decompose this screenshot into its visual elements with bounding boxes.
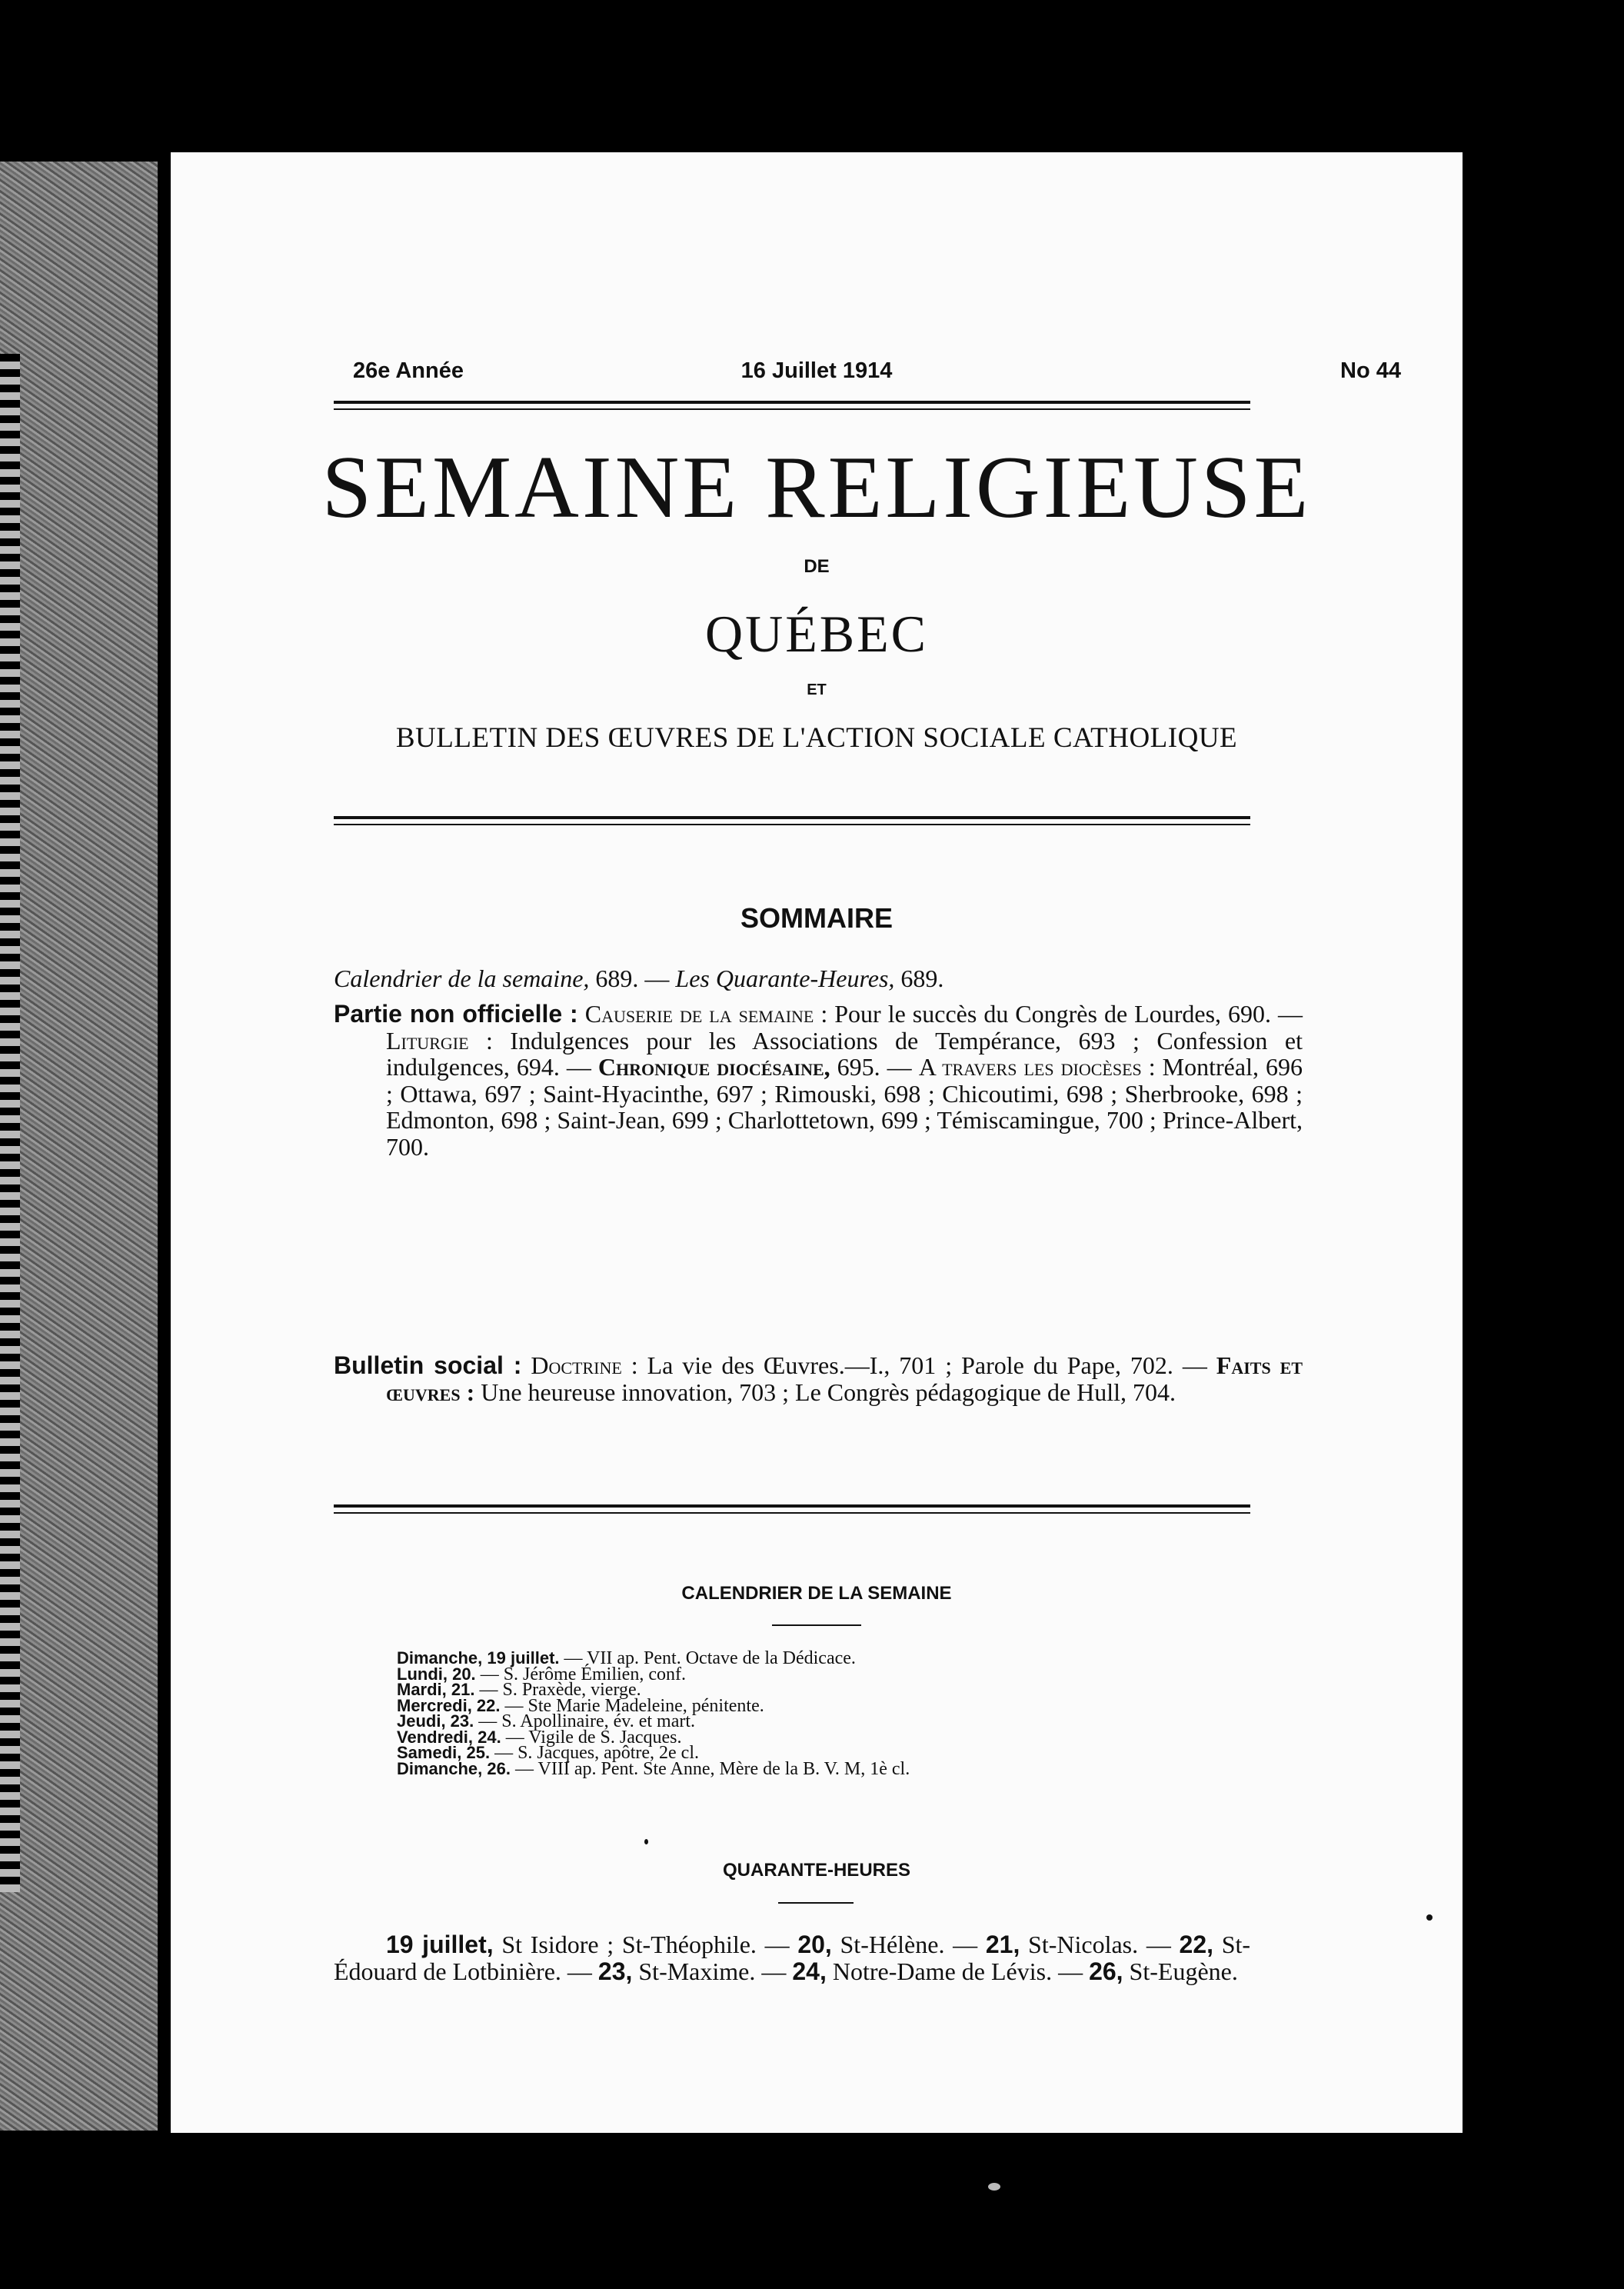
sommaire-bulletin-social [334,1352,1303,1405]
calendrier-heading-rule [772,1624,861,1626]
calendrier-entry: — Ste Marie Madeleine, pénitente. [500,1695,764,1716]
ink-speck [644,1839,648,1844]
header-numero: No 44 [1340,358,1401,383]
qh-date: 23, [597,1957,633,1985]
header-rule-top [334,401,1250,404]
binding-strip [0,162,158,2131]
masthead-bulletin: BULLETIN DES ŒUVRES DE L'ACTION SOCIALE CATHOLIQUE [395,722,1238,754]
masthead-city: QUÉBEC [705,605,928,663]
faits-text: Une heureuse innovation, 703 ; Le Congrès pédagogique de Hull, 704. [474,1378,1176,1406]
sommaire-rule-bottom [334,1512,1250,1514]
qh-text: St-Eugène. [1123,1957,1238,1985]
calendrier-page: 689. — [589,965,676,992]
calendrier-entry: — VIII ap. Pent. Ste Anne, Mère de la B. V. M, 1è cl. [510,1758,910,1779]
quarante-heures-heading-rule [778,1902,854,1904]
calendrier-entry: — Vigile de S. Jacques. [501,1727,682,1748]
liturgie-text: Indulgences pour les Associations de Tempérance, 693 ; Confession et indulgences, 694. — [386,1026,1303,1081]
calendrier-entry: — S. Praxède, vierge. [474,1680,641,1700]
doctrine-label: Doctrine : [531,1351,638,1379]
sommaire-calendrier-line [334,965,1250,992]
travers-text: Montréal, 696 ; Ottawa, 697 ; Saint-Hyacinthe, 697 ; Rimouski, 698 ; Chicoutimi, 698 ; Sherbrooke, 698 ; Edmonton, 698 ; Saint-Jean, 699 ; Charlottetown, 699 ; Témiscamingue, 700 ; Prince-Albert, 700. [386,1053,1303,1161]
calendrier-row [397,1758,910,1779]
calendrier-list [397,1648,910,1779]
calendrier-link-label: Calendrier de la semaine, [334,965,590,992]
masthead-title: SEMAINE RELIGIEUSE [321,438,1312,537]
qh-text: St-Hélène. — [831,1931,986,1958]
qh-date: 26, [1089,1957,1123,1985]
faits-label: Faits et œuvres : [386,1351,1303,1406]
masthead-de: DE [804,556,830,577]
calendrier-entry: — S. Jérôme Émilien, conf. [475,1664,686,1684]
liturgie-label: Liturgie : [386,1026,493,1055]
header-annee: 26e Année [353,358,464,383]
calendrier-day: Mercredi, 22. [397,1695,501,1715]
partie-label: Partie non officielle : [334,1000,578,1028]
qh-date: 24, [792,1957,827,1985]
header-rule-bottom [334,408,1250,410]
header-date: 16 Juillet 1914 [740,358,893,383]
masthead-et: ET [807,681,827,698]
calendrier-entry: — S. Apollinaire, év. et mart. [474,1711,695,1731]
quarante-heures-paragraph [334,1931,1250,1984]
sommaire-heading: SOMMAIRE [740,902,893,934]
qh-text: St-Édouard de Lotbinière. — [334,1931,1251,1985]
calendrier-day: Lundi, 20. [397,1664,476,1684]
calendrier-day: Vendredi, 24. [397,1727,501,1747]
qh-text: St-Maxime. — [632,1957,793,1985]
quarante-link-label: Les Quarante-Heures, [675,965,895,992]
calendrier-day: Mardi, 21. [397,1680,475,1699]
qh-text: St-Nicolas. — [1020,1931,1180,1958]
film-speck [988,2183,1000,2191]
causerie-label: Causerie de la semaine : [584,1000,828,1028]
calendrier-entry: — S. Jacques, apôtre, 2e cl. [490,1743,699,1763]
qh-date: 20, [797,1931,832,1958]
bulletin-label: Bulletin social : [334,1351,522,1379]
chronique-label: Chronique diocésaine, [597,1053,830,1081]
sommaire-rule-top [334,1504,1250,1508]
calendrier-day: Samedi, 25. [397,1743,491,1762]
masthead-rule-bottom [334,824,1250,825]
travers-label: A travers les diocèses : [918,1053,1156,1081]
document-page [171,152,1463,2133]
qh-date: 19 juillet, [386,1931,494,1958]
calendrier-heading: CALENDRIER DE LA SEMAINE [681,1583,952,1604]
calendrier-day: Dimanche, 19 juillet. [397,1648,560,1668]
qh-text: Notre-Dame de Lévis. — [826,1957,1090,1985]
ink-speck [1426,1914,1433,1921]
chronique-text: 695. — [830,1053,919,1081]
calendrier-entry: — VII ap. Pent. Octave de la Dédicace. [559,1648,856,1668]
causerie-text: Pour le succès du Congrès de Lourdes, 690. — [827,1000,1303,1028]
qh-text: St Isidore ; St-Théophile. — [493,1931,798,1958]
quarante-heures-heading: QUARANTE-HEURES [722,1860,910,1881]
doctrine-text: La vie des Œuvres.—I., 701 ; Parole du Pape, 702. — [637,1351,1216,1379]
qh-date: 22, [1179,1931,1214,1958]
calendrier-day: Jeudi, 23. [397,1711,474,1731]
qh-date: 21, [985,1931,1020,1958]
masthead-rule-top [334,816,1250,819]
calendrier-day: Dimanche, 26. [397,1758,511,1778]
binding-edge-pattern [0,354,20,1892]
sommaire-partie-non-officielle [334,1001,1303,1160]
quarante-page: 689. [894,965,944,992]
